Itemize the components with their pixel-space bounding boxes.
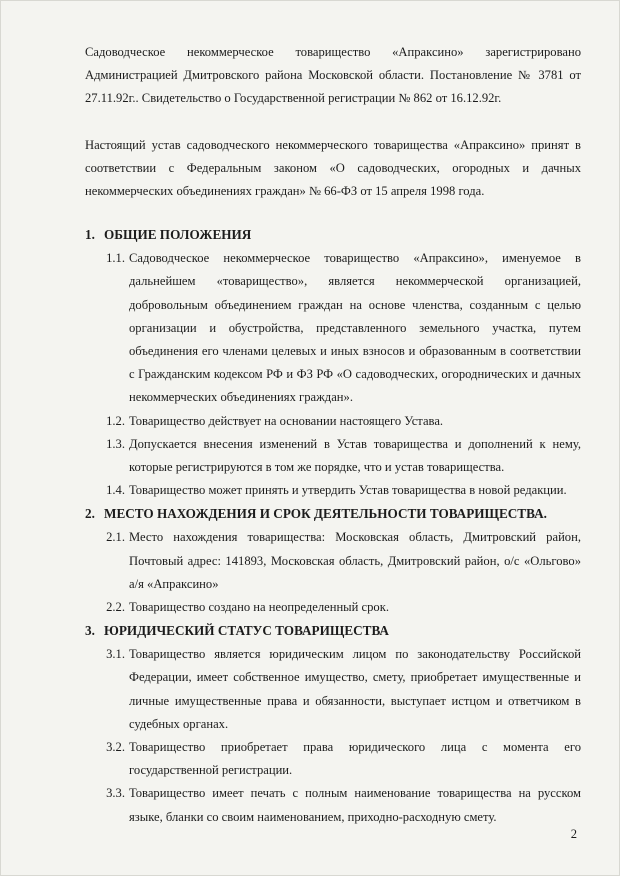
clause-3-3	[85, 782, 581, 828]
section-title: МЕСТО НАХОЖДЕНИЯ И СРОК ДЕЯТЕЛЬНОСТИ ТОВАРИЩЕСТВА.	[104, 506, 547, 522]
clause-1-1	[85, 247, 581, 409]
clause-number: 1.3.	[106, 436, 125, 451]
clause-text: Место нахождения товарищества: Московская область, Дмитровский район, Почтовый адрес: 141893, Московская область, Дмитровский район, о/с «Ольгово» а/я «Апраксино»	[129, 530, 581, 591]
clause-2-2	[85, 596, 581, 619]
section-heading-location	[85, 502, 581, 526]
clause-number: 2.1.	[106, 530, 125, 545]
clause-1-3	[85, 433, 581, 479]
clause-text: Товарищество действует на основании настоящего Устава.	[129, 413, 444, 428]
clause-text: Допускается внесения изменений в Устав товарищества и дополнений к нему, которые регистрируются в том же порядке, что и устав товарищества.	[129, 436, 581, 475]
clause-text: Садоводческое некоммерческое товарищество «Апраксино», именуемое в дальнейшем «товарищество», является некоммерческой организацией, добровольным объединением граждан на основе членства, созданным с целью организации и обустройства, представленного земельного участка, путем объединения его членами целевых и иных взносов и образованным в соответствии с Гражданским кодексом РФ и ФЗ РФ «О садоводческих, огороднических и дачных некоммерческих объединениях граждан».	[129, 251, 581, 405]
section-number: 2.	[85, 506, 95, 522]
clause-text: Товарищество является юридическим лицом по законодательству Российской Федерации, имеет собственное имущество, смету, приобретает имущественные и личные имущественные права и обязанности, выступает истцом и ответчиком в судебных органах.	[129, 647, 581, 731]
clause-3-2	[85, 736, 581, 782]
clause-number: 3.3.	[106, 786, 125, 801]
clause-number: 1.1.	[106, 251, 125, 266]
clause-text: Товарищество может принять и утвердить Устав товарищества в новой редакции.	[129, 483, 567, 498]
clause-number: 3.1.	[106, 647, 125, 662]
section-title: ЮРИДИЧЕСКИЙ СТАТУС ТОВАРИЩЕСТВА	[104, 623, 389, 639]
section-number: 3.	[85, 623, 95, 639]
clause-number: 2.2.	[106, 600, 125, 615]
section-heading-legal-status	[85, 619, 581, 643]
clause-text: Товарищество приобретает права юридического лица с момента его государственной регистрации.	[129, 740, 581, 778]
clause-1-2	[85, 410, 581, 433]
clause-3-1	[85, 643, 581, 736]
section-number: 1.	[85, 227, 95, 243]
clause-text: Товарищество создано на неопределенный срок.	[129, 600, 389, 615]
section-title: ОБЩИЕ ПОЛОЖЕНИЯ	[104, 227, 252, 243]
page-content	[85, 41, 581, 829]
clause-text: Товарищество имеет печать с полным наименование товарищества на русском языке, бланки со своим наименованием, приходно-расходную смету.	[129, 786, 581, 824]
registration-paragraph: Садоводческое некоммерческое товарищество «Апраксино» зарегистрировано Администрацией Дмитровского района Московской области. Постановление № 3781 от 27.11.92г.. Свидетельство о Государственной регистрации № 862 от 16.12.92г.	[85, 45, 581, 106]
adoption-paragraph: Настоящий устав садоводческого некоммерческого товарищества «Апраксино» принят в соответствии с Федеральным законом «О садоводческих, огородных и дачных некоммерческих объединениях граждан» № 66-ФЗ от 15 апреля 1998 года.	[85, 137, 581, 199]
clause-number: 1.2.	[106, 413, 125, 428]
clause-number: 1.4.	[106, 483, 125, 498]
section-heading-general	[85, 223, 581, 247]
clause-number: 3.2.	[106, 740, 125, 755]
clause-2-1	[85, 526, 581, 596]
page-number: 2	[570, 827, 577, 841]
clause-1-4	[85, 479, 581, 502]
